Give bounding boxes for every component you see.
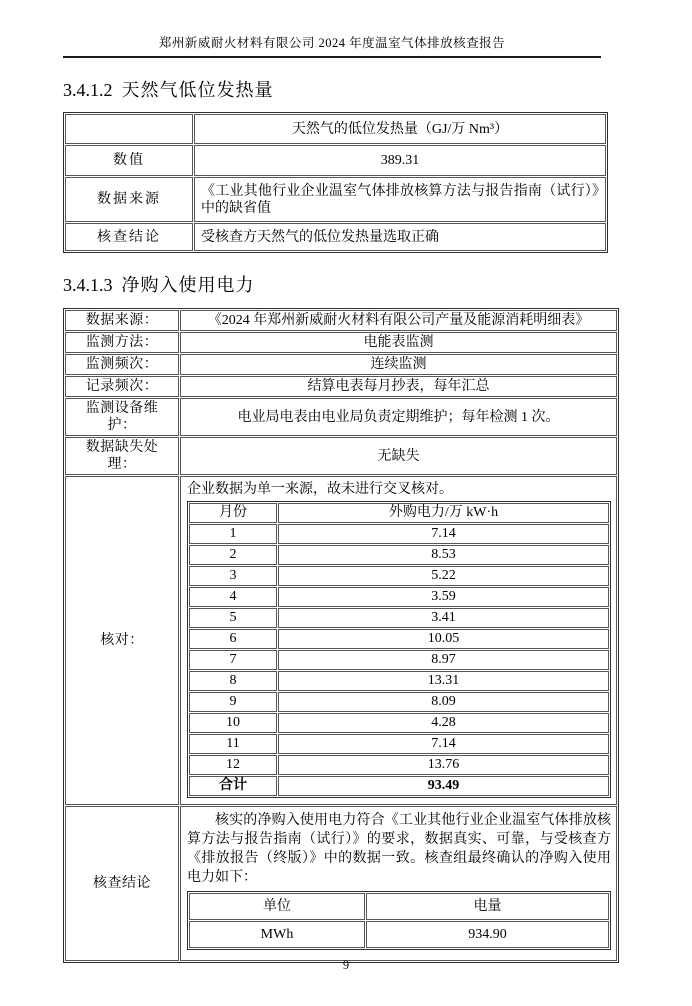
total-label-cell: 合计 xyxy=(189,776,277,796)
section-number: 3.4.1.2 xyxy=(63,80,113,100)
month-cell: 9 xyxy=(189,692,277,712)
unit-table-value-row xyxy=(189,921,609,948)
header-divider-rule xyxy=(63,56,601,58)
row-label-cell: 记录频次： xyxy=(65,376,179,397)
table-row xyxy=(65,437,617,475)
month-row xyxy=(189,755,609,775)
value-cell: 8.97 xyxy=(278,650,609,670)
row-value-cell: 389.31 xyxy=(194,145,606,176)
table-row xyxy=(65,177,606,222)
row-value-cell: 《2024 年郑州新威耐火材料有限公司产量及能源消耗明细表》 xyxy=(180,310,617,331)
confirmed-electricity-table xyxy=(187,891,611,950)
row-label-cell: 数据来源 xyxy=(65,177,193,222)
value-cell: 3.59 xyxy=(278,587,609,607)
month-cell: 1 xyxy=(189,524,277,544)
value-cell: 10.05 xyxy=(278,629,609,649)
row-label-cell: 监测方法： xyxy=(65,332,179,353)
month-cell: 7 xyxy=(189,650,277,670)
month-cell: 5 xyxy=(189,608,277,628)
value-cell: 13.76 xyxy=(278,755,609,775)
row-label-cell: 核查结论 xyxy=(65,223,193,251)
section-heading-3-4-1-3 xyxy=(63,274,623,296)
value-cell: 3.41 xyxy=(278,608,609,628)
ncv-table xyxy=(63,112,608,253)
row-value-cell: 电业局电表由电业局负责定期维护；每年检测 1 次。 xyxy=(180,398,617,436)
value-cell: 8.09 xyxy=(278,692,609,712)
month-row xyxy=(189,671,609,691)
row-label-cell: 核查结论 xyxy=(65,806,179,961)
month-row xyxy=(189,734,609,754)
value-cell: 5.22 xyxy=(278,566,609,586)
month-cell: 8 xyxy=(189,671,277,691)
month-row xyxy=(189,545,609,565)
value-cell: 13.31 xyxy=(278,671,609,691)
row-label-cell: 监测设备维护： xyxy=(65,398,179,436)
row-label-cell xyxy=(65,114,193,144)
unit-table-header-row xyxy=(189,893,609,920)
month-row xyxy=(189,587,609,607)
month-cell: 6 xyxy=(189,629,277,649)
section-title: 天然气低位发热量 xyxy=(121,80,274,100)
month-cell: 11 xyxy=(189,734,277,754)
table-row xyxy=(65,376,617,397)
month-cell: 10 xyxy=(189,713,277,733)
month-row xyxy=(189,629,609,649)
row-label-cell: 数值 xyxy=(65,145,193,176)
month-column-header: 月份 xyxy=(189,503,277,523)
value-cell: 4.28 xyxy=(278,713,609,733)
month-row xyxy=(189,524,609,544)
month-row xyxy=(189,650,609,670)
row-label-cell: 监测频次： xyxy=(65,354,179,375)
row-value-cell: 受核查方天然气的低位发热量选取正确 xyxy=(194,223,606,251)
table-row xyxy=(65,332,617,353)
amount-cell: 934.90 xyxy=(366,921,609,948)
table-row xyxy=(65,114,606,144)
conclusion-row xyxy=(65,806,617,961)
table-row xyxy=(65,223,606,251)
ncv-header-value-cell: 天然气的低位发热量（GJ/万 Nm³） xyxy=(194,114,606,144)
section-number: 3.4.1.3 xyxy=(63,275,113,295)
conclusion-paragraph: 核实的净购入使用电力符合《工业其他行业企业温室气体排放核算方法与报告指南（试行）》的要求，数据真实、可靠，与受核查方《排放报告（终版）》中的数据一致。核查组最终确认的净购入使用电力如下： xyxy=(187,813,611,885)
month-table-total-row xyxy=(189,776,609,796)
value-cell: 7.14 xyxy=(278,734,609,754)
row-value-cell: 无缺失 xyxy=(180,437,617,475)
row-label-cell: 数据来源： xyxy=(65,310,179,331)
month-cell: 3 xyxy=(189,566,277,586)
row-value-cell: 《工业其他行业企业温室气体排放核算方法与报告指南（试行）》中的缺省值 xyxy=(194,177,606,222)
row-value-cell: 连续监测 xyxy=(180,354,617,375)
row-label-cell: 核对： xyxy=(65,476,179,805)
check-note: 企业数据为单一来源，故未进行交叉核对。 xyxy=(187,482,453,497)
unit-column-header: 单位 xyxy=(189,893,365,920)
month-cell: 2 xyxy=(189,545,277,565)
section-heading-3-4-1-2 xyxy=(63,79,623,101)
month-row xyxy=(189,608,609,628)
table-row xyxy=(65,354,617,375)
month-row xyxy=(189,692,609,712)
month-cell: 4 xyxy=(189,587,277,607)
month-cell: 12 xyxy=(189,755,277,775)
document-header-title: 郑州新威耐火材料有限公司 2024 年度温室气体排放核查报告 xyxy=(158,36,506,50)
check-content-cell xyxy=(180,476,617,805)
unit-cell: MWh xyxy=(189,921,365,948)
row-label-cell: 数据缺失处理： xyxy=(65,437,179,475)
table-row xyxy=(65,310,617,331)
row-value-cell: 电能表监测 xyxy=(180,332,617,353)
monthly-electricity-table xyxy=(187,501,611,798)
check-row xyxy=(65,476,617,805)
amount-column-header: 电量 xyxy=(366,893,609,920)
power-table xyxy=(63,308,619,963)
month-row xyxy=(189,566,609,586)
total-value-cell: 93.49 xyxy=(278,776,609,796)
month-table-header-row xyxy=(189,503,609,523)
month-row xyxy=(189,713,609,733)
conclusion-content-cell xyxy=(180,806,617,961)
row-value-cell: 结算电表每月抄表，每年汇总 xyxy=(180,376,617,397)
table-row xyxy=(65,398,617,436)
table-row xyxy=(65,145,606,176)
value-column-header: 外购电力/万 kW·h xyxy=(278,503,609,523)
page-number: 9 xyxy=(342,958,350,972)
document-page-content xyxy=(63,0,623,963)
section-title: 净购入使用电力 xyxy=(121,275,255,295)
value-cell: 8.53 xyxy=(278,545,609,565)
value-cell: 7.14 xyxy=(278,524,609,544)
